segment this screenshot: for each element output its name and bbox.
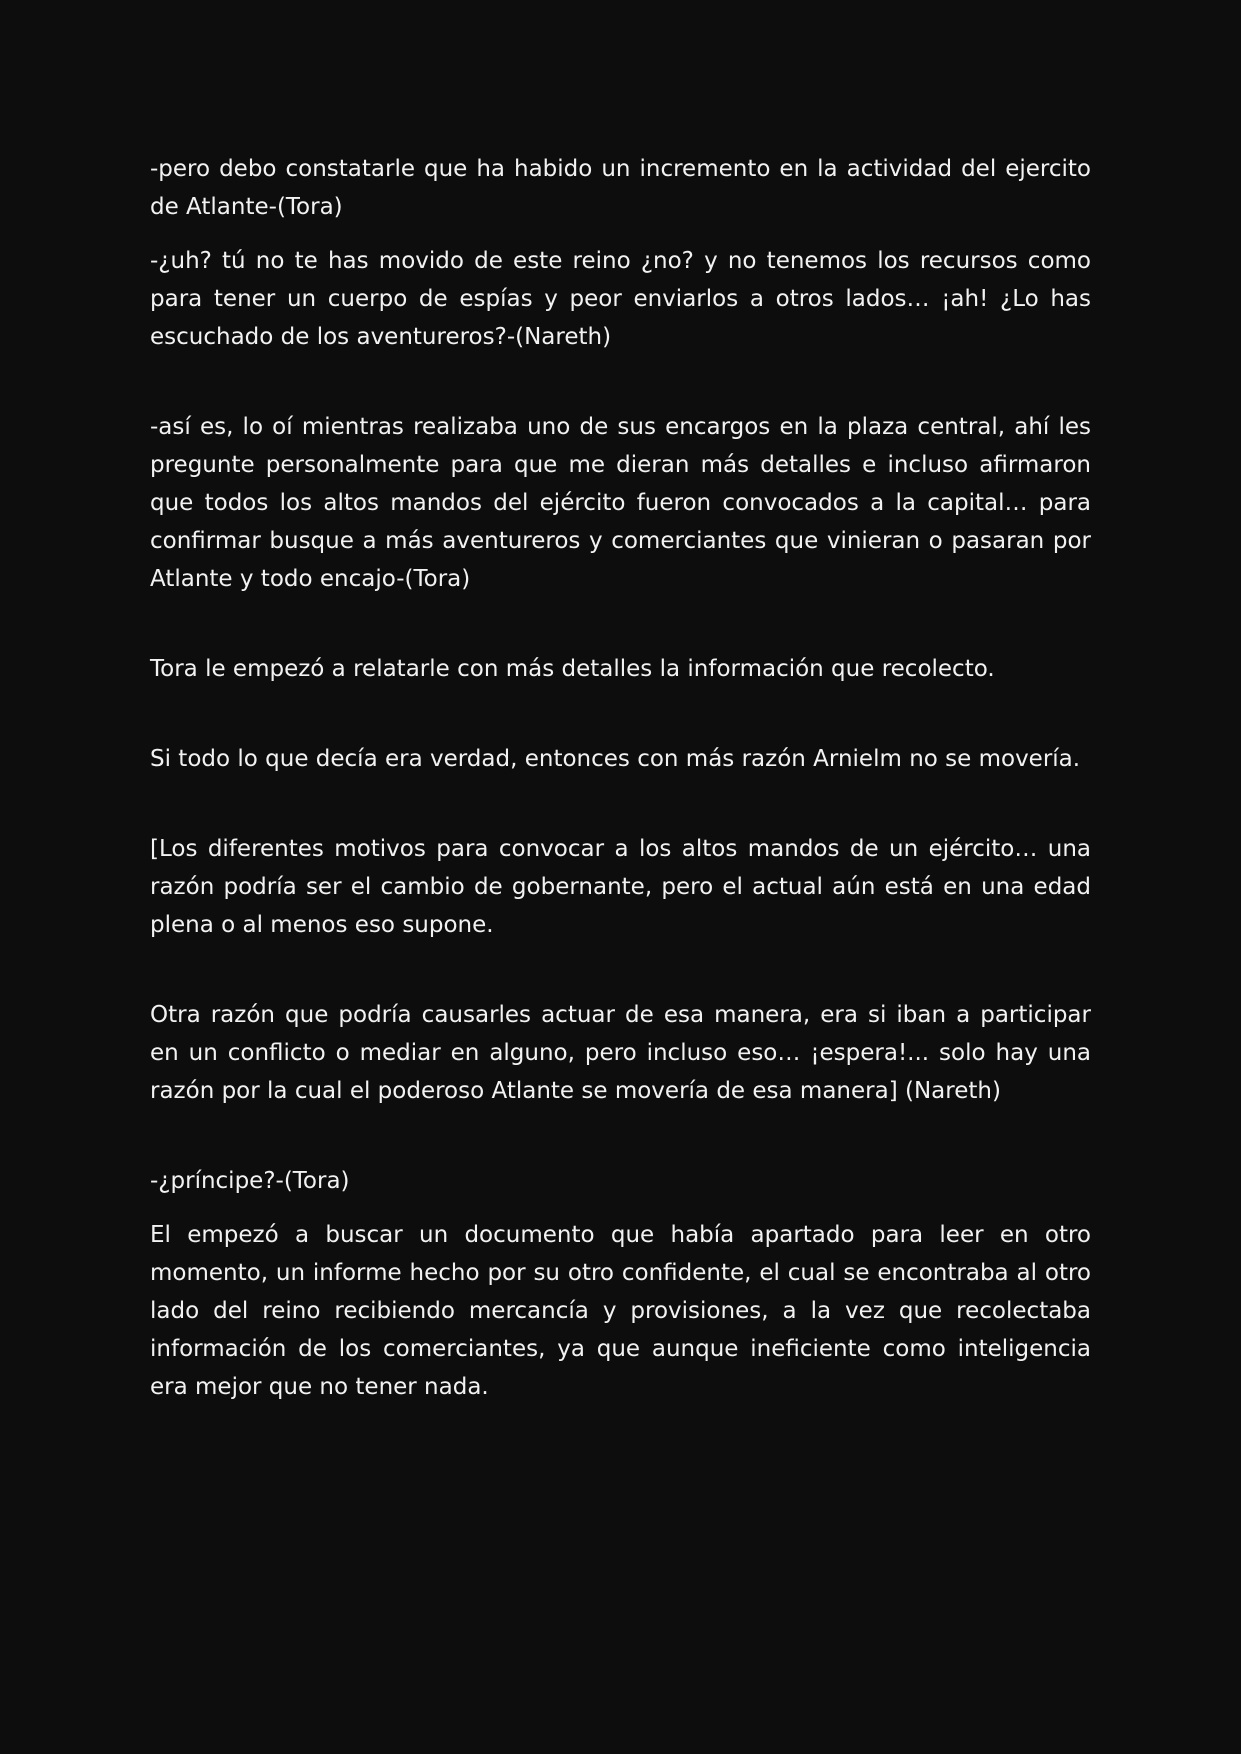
dialogue-paragraph-1: -pero debo constatarle que ha habido un incremento en la actividad del ejercito de Atlante-(Tora) [150,156,1091,220]
document-page [150,150,1091,1406]
dialogue-paragraph-2: -¿uh? tú no te has movido de este reino ¿no? y no tenemos los recursos como para tener un cuerpo de espías y peor enviarlos a otros lados… ¡ah! ¿Lo has escuchado de los aventureros?-(Nareth) [150,248,1091,350]
narration-paragraph-2: Si todo lo que decía era verdad, entonces con más razón Arnielm no se movería. [150,746,1081,772]
thought-paragraph-2: Otra razón que podría causarles actuar de esa manera, era si iban a participar en un conflicto o mediar en alguno, pero incluso eso… ¡espera!... solo hay una razón por la cual el poderoso Atlante se movería de esa manera] (Nareth) [150,1002,1091,1104]
thought-paragraph-1: [Los diferentes motivos para convocar a los altos mandos de un ejército… una razón podría ser el cambio de gobernante, pero el actual aún está en una edad plena o al menos eso supone. [150,836,1091,938]
dialogue-paragraph-3: -así es, lo oí mientras realizaba uno de sus encargos en la plaza central, ahí les pregunte personalmente para que me dieran más detalles e incluso afirmaron que todos los altos mandos del ejército fueron convocados a la capital… para confirmar busque a más aventureros y comerciantes que vinieran o pasaran por Atlante y todo encajo-(Tora) [150,414,1091,592]
narration-paragraph-1: Tora le empezó a relatarle con más detalles la información que recolecto. [150,656,995,682]
narration-paragraph-3: El empezó a buscar un documento que había apartado para leer en otro momento, un informe hecho por su otro confidente, el cual se encontraba al otro lado del reino recibiendo mercancía y provisiones, a la vez que recolectaba información de los comerciantes, ya que aunque ineficiente como inteligencia era mejor que no tener nada. [150,1222,1091,1400]
dialogue-paragraph-4: -¿príncipe?-(Tora) [150,1168,350,1194]
